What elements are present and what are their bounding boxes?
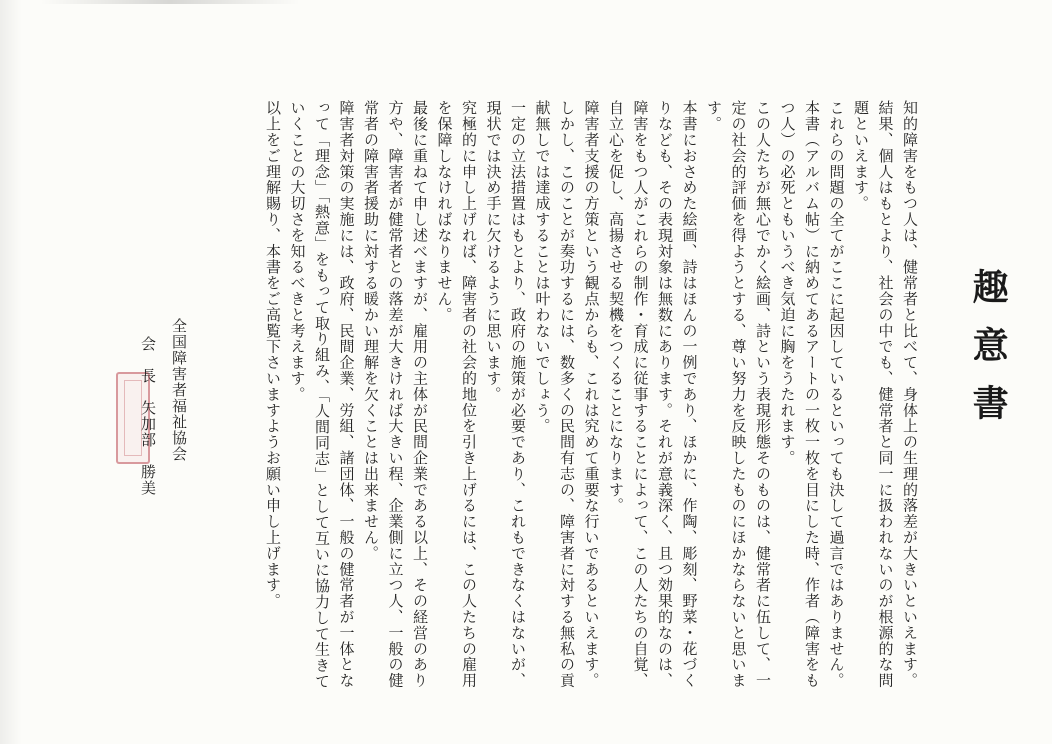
paragraph-8: 最後に重ねて申し述べますが、雇用の主体が民間企業である以上、その経営のあり方や、障害者が健常者との落差が大きければ大きい程、企業側に立つ人、一般の健常者の障害者援助に対する暖かい理解を欠くことは出来ません。: [362, 100, 429, 689]
paragraph-6: 一定の立法措置はもとより、政府の施策が必要であり、これもできなくはないが、現状では決め手に欠けるように思います。: [484, 100, 527, 689]
signature-block: [138, 318, 190, 618]
document-title: 趣意書: [967, 268, 1010, 442]
paragraph-5: 障害者支援の方策という観点からも、これは究めて重要な行いであるといえます。しかし、このことが奏功するには、数多くの民間有志の、障害者に対する無私の貢献無しでは達成することは叶わないでしょう。: [533, 100, 601, 689]
scan-top-mark: [40, 0, 300, 4]
paragraph-1: 知的障害をもつ人は、健常者と比べて、身体上の生理的落差が大きいといえます。結果、個人はもとより、社会の中でも、健常者と同一に扱われないのが根源的な問題といえます。: [852, 100, 919, 689]
signature-name: 会 長 矢加部 勝美: [139, 336, 157, 496]
paragraph-4: 本書におさめた絵画、詩はほんの一例であり、ほかに、作陶、彫刻、野菜・花づくりなども、その表現対象は無数にあります。それが意義深く、且つ効果的なのは、障害をもつ人がこれらの制作・育成に従事することによって、この人たちの自覚、自立心を促し、高揚させる契機をつくることになります。: [607, 100, 699, 689]
document-body: [261, 100, 923, 700]
scan-fold-shadow: [0, 0, 22, 744]
paragraph-10: 以上をご理解賜り、本書をご高覧下さいますようお願い申し上げます。: [264, 100, 282, 609]
paragraph-2: これらの問題の全てがここに起因しているといっても決して過言ではありません。本書（アルバム帖）に納めてあるアートの一枚一枚を目にした時、作者（障害をもつ人）の必死ともいうべき気迫に胸をうたれます。: [778, 100, 846, 689]
signature-organization: 全国障害者福祉協会: [170, 318, 188, 462]
paragraph-9: 障害者対策の実施には、政府、民間企業、労組、諸団体、一般の健常者が一体となって「理念」「熱意」をもって取り組み、「人間同志」として互いに協力して生きていくことの大切さを知るべきと考えます。: [288, 100, 356, 690]
paragraph-3: この人たちが無心でかく絵画、詩という表現形態そのものは、健常者に伍して、一定の社会的評価を得ようとする、尊い努力を反映したものにほかならないと思います。: [705, 100, 772, 689]
paragraph-7: 究極的に申し上げれば、障害者の社会的地位を引き上げるには、この人たちの雇用を保障しなければなりません。: [435, 100, 478, 689]
